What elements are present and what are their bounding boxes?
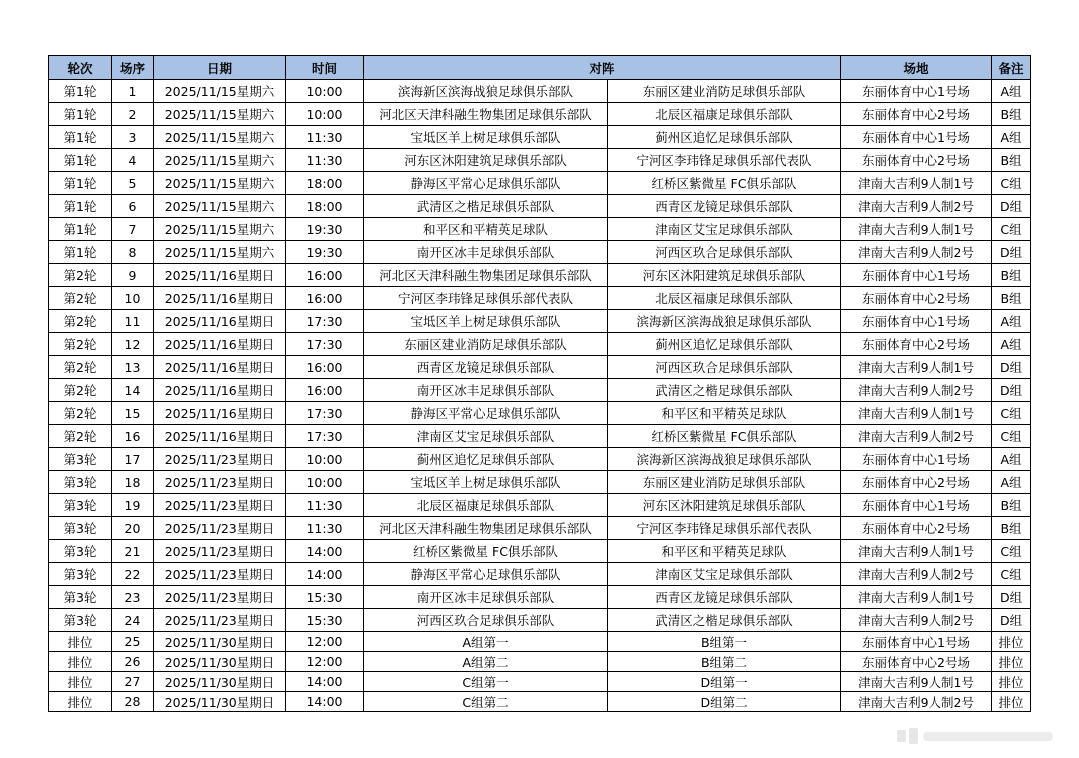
home-team-cell: 南开区冰丰足球俱乐部队 — [364, 586, 608, 609]
time-cell: 12:00 — [286, 652, 364, 672]
round-cell: 排位 — [49, 672, 112, 692]
date-cell: 2025/11/23星期日 — [154, 494, 286, 517]
venue-cell: 津南大吉利9人制2号 — [841, 609, 992, 632]
table-row — [49, 425, 1031, 448]
round-cell: 排位 — [49, 632, 112, 652]
home-team-cell: 河西区玖合足球俱乐部队 — [364, 609, 608, 632]
round-cell: 排位 — [49, 652, 112, 672]
date-cell: 2025/11/16星期日 — [154, 264, 286, 287]
time-cell: 11:30 — [286, 149, 364, 172]
note-cell: D组 — [992, 356, 1031, 379]
home-team-cell: 蓟州区追忆足球俱乐部队 — [364, 448, 608, 471]
table-row — [49, 264, 1031, 287]
home-team-cell: 津南区艾宝足球俱乐部队 — [364, 425, 608, 448]
header-round: 轮次 — [49, 56, 112, 80]
venue-cell: 东丽体育中心2号场 — [841, 652, 992, 672]
round-cell: 第3轮 — [49, 494, 112, 517]
venue-cell: 津南大吉利9人制1号 — [841, 672, 992, 692]
away-team-cell: 北辰区福康足球俱乐部队 — [608, 103, 841, 126]
venue-cell: 东丽体育中心2号场 — [841, 333, 992, 356]
round-cell: 第2轮 — [49, 356, 112, 379]
date-cell: 2025/11/16星期日 — [154, 310, 286, 333]
date-cell: 2025/11/16星期日 — [154, 402, 286, 425]
venue-cell: 津南大吉利9人制2号 — [841, 195, 992, 218]
away-team-cell: 东丽区建业消防足球俱乐部队 — [608, 80, 841, 103]
away-team-cell: 津南区艾宝足球俱乐部队 — [608, 218, 841, 241]
venue-cell: 东丽体育中心1号场 — [841, 494, 992, 517]
note-cell: B组 — [992, 103, 1031, 126]
table-row — [49, 126, 1031, 149]
seq-cell: 23 — [112, 586, 154, 609]
home-team-cell: 宝坻区羊上树足球俱乐部队 — [364, 471, 608, 494]
away-team-cell: 河东区沐阳建筑足球俱乐部队 — [608, 264, 841, 287]
date-cell: 2025/11/15星期六 — [154, 218, 286, 241]
date-cell: 2025/11/15星期六 — [154, 103, 286, 126]
seq-cell: 2 — [112, 103, 154, 126]
round-cell: 第1轮 — [49, 195, 112, 218]
table-row — [49, 287, 1031, 310]
time-cell: 17:30 — [286, 402, 364, 425]
note-cell: 排位 — [992, 652, 1031, 672]
away-team-cell: 西青区龙镜足球俱乐部队 — [608, 195, 841, 218]
away-team-cell: 和平区和平精英足球队 — [608, 540, 841, 563]
seq-cell: 8 — [112, 241, 154, 264]
header-date: 日期 — [154, 56, 286, 80]
table-row — [49, 195, 1031, 218]
away-team-cell: D组第二 — [608, 692, 841, 712]
date-cell: 2025/11/23星期日 — [154, 448, 286, 471]
time-cell: 18:00 — [286, 172, 364, 195]
home-team-cell: 东丽区建业消防足球俱乐部队 — [364, 333, 608, 356]
round-cell: 第2轮 — [49, 402, 112, 425]
venue-cell: 津南大吉利9人制2号 — [841, 379, 992, 402]
seq-cell: 1 — [112, 80, 154, 103]
round-cell: 第3轮 — [49, 517, 112, 540]
home-team-cell: C组第二 — [364, 692, 608, 712]
venue-cell: 津南大吉利9人制2号 — [841, 563, 992, 586]
seq-cell: 19 — [112, 494, 154, 517]
table-header — [49, 56, 1031, 80]
seq-cell: 24 — [112, 609, 154, 632]
date-cell: 2025/11/30星期日 — [154, 632, 286, 652]
round-cell: 第3轮 — [49, 586, 112, 609]
venue-cell: 津南大吉利9人制2号 — [841, 692, 992, 712]
seq-cell: 6 — [112, 195, 154, 218]
time-cell: 16:00 — [286, 287, 364, 310]
round-cell: 第2轮 — [49, 333, 112, 356]
date-cell: 2025/11/16星期日 — [154, 425, 286, 448]
note-cell: A组 — [992, 310, 1031, 333]
venue-cell: 东丽体育中心1号场 — [841, 448, 992, 471]
date-cell: 2025/11/23星期日 — [154, 471, 286, 494]
home-team-cell: 静海区平常心足球俱乐部队 — [364, 172, 608, 195]
away-team-cell: 滨海新区滨海战狼足球俱乐部队 — [608, 310, 841, 333]
table-row — [49, 402, 1031, 425]
date-cell: 2025/11/23星期日 — [154, 609, 286, 632]
round-cell: 第1轮 — [49, 149, 112, 172]
time-cell: 10:00 — [286, 471, 364, 494]
time-cell: 17:30 — [286, 333, 364, 356]
time-cell: 16:00 — [286, 264, 364, 287]
away-team-cell: 红桥区紫微星 FC俱乐部队 — [608, 172, 841, 195]
venue-cell: 东丽体育中心1号场 — [841, 632, 992, 652]
venue-cell: 东丽体育中心2号场 — [841, 517, 992, 540]
seq-cell: 21 — [112, 540, 154, 563]
date-cell: 2025/11/15星期六 — [154, 149, 286, 172]
seq-cell: 20 — [112, 517, 154, 540]
round-cell: 第1轮 — [49, 126, 112, 149]
header-note: 备注 — [992, 56, 1031, 80]
table-body — [49, 80, 1031, 712]
schedule-table — [48, 55, 1031, 712]
venue-cell: 东丽体育中心2号场 — [841, 149, 992, 172]
time-cell: 10:00 — [286, 80, 364, 103]
date-cell: 2025/11/15星期六 — [154, 195, 286, 218]
venue-cell: 津南大吉利9人制1号 — [841, 356, 992, 379]
table-row — [49, 494, 1031, 517]
date-cell: 2025/11/15星期六 — [154, 80, 286, 103]
away-team-cell: 河西区玖合足球俱乐部队 — [608, 356, 841, 379]
seq-cell: 14 — [112, 379, 154, 402]
venue-cell: 津南大吉利9人制1号 — [841, 402, 992, 425]
table-row — [49, 540, 1031, 563]
date-cell: 2025/11/23星期日 — [154, 586, 286, 609]
time-cell: 14:00 — [286, 563, 364, 586]
home-team-cell: A组第一 — [364, 632, 608, 652]
date-cell: 2025/11/16星期日 — [154, 333, 286, 356]
note-cell: A组 — [992, 80, 1031, 103]
time-cell: 17:30 — [286, 425, 364, 448]
table-row — [49, 149, 1031, 172]
round-cell: 第3轮 — [49, 471, 112, 494]
venue-cell: 津南大吉利9人制2号 — [841, 241, 992, 264]
home-team-cell: 南开区冰丰足球俱乐部队 — [364, 241, 608, 264]
note-cell: B组 — [992, 494, 1031, 517]
note-cell: C组 — [992, 218, 1031, 241]
note-cell: C组 — [992, 563, 1031, 586]
venue-cell: 东丽体育中心2号场 — [841, 471, 992, 494]
round-cell: 第2轮 — [49, 425, 112, 448]
note-cell: A组 — [992, 471, 1031, 494]
home-team-cell: 河东区沐阳建筑足球俱乐部队 — [364, 149, 608, 172]
venue-cell: 津南大吉利9人制1号 — [841, 172, 992, 195]
time-cell: 19:30 — [286, 218, 364, 241]
date-cell: 2025/11/15星期六 — [154, 172, 286, 195]
seq-cell: 13 — [112, 356, 154, 379]
away-team-cell: 宁河区李玮锋足球俱乐部代表队 — [608, 517, 841, 540]
table-row — [49, 356, 1031, 379]
time-cell: 12:00 — [286, 632, 364, 652]
table-row — [49, 692, 1031, 712]
away-team-cell: 蓟州区追忆足球俱乐部队 — [608, 126, 841, 149]
away-team-cell: 河西区玖合足球俱乐部队 — [608, 241, 841, 264]
time-cell: 15:30 — [286, 609, 364, 632]
date-cell: 2025/11/30星期日 — [154, 692, 286, 712]
date-cell: 2025/11/30星期日 — [154, 652, 286, 672]
venue-cell: 东丽体育中心1号场 — [841, 126, 992, 149]
time-cell: 11:30 — [286, 517, 364, 540]
note-cell: A组 — [992, 126, 1031, 149]
away-team-cell: 滨海新区滨海战狼足球俱乐部队 — [608, 448, 841, 471]
round-cell: 第3轮 — [49, 609, 112, 632]
venue-cell: 东丽体育中心1号场 — [841, 264, 992, 287]
seq-cell: 28 — [112, 692, 154, 712]
date-cell: 2025/11/16星期日 — [154, 356, 286, 379]
note-cell: D组 — [992, 379, 1031, 402]
header-match: 对阵 — [364, 56, 841, 80]
time-cell: 10:00 — [286, 448, 364, 471]
table-row — [49, 609, 1031, 632]
note-cell: B组 — [992, 149, 1031, 172]
date-cell: 2025/11/16星期日 — [154, 287, 286, 310]
time-cell: 10:00 — [286, 103, 364, 126]
home-team-cell: 河北区天津科融生物集团足球俱乐部队 — [364, 103, 608, 126]
header-venue: 场地 — [841, 56, 992, 80]
home-team-cell: 静海区平常心足球俱乐部队 — [364, 563, 608, 586]
home-team-cell: 红桥区紫微星 FC俱乐部队 — [364, 540, 608, 563]
venue-cell: 东丽体育中心1号场 — [841, 80, 992, 103]
away-team-cell: 东丽区建业消防足球俱乐部队 — [608, 471, 841, 494]
table-row — [49, 333, 1031, 356]
round-cell: 第1轮 — [49, 172, 112, 195]
home-team-cell: 宝坻区羊上树足球俱乐部队 — [364, 126, 608, 149]
note-cell: D组 — [992, 195, 1031, 218]
time-cell: 11:30 — [286, 126, 364, 149]
note-cell: C组 — [992, 402, 1031, 425]
away-team-cell: 宁河区李玮锋足球俱乐部代表队 — [608, 149, 841, 172]
home-team-cell: 和平区和平精英足球队 — [364, 218, 608, 241]
note-cell: D组 — [992, 586, 1031, 609]
round-cell: 第2轮 — [49, 310, 112, 333]
round-cell: 第3轮 — [49, 540, 112, 563]
table-row — [49, 632, 1031, 652]
away-team-cell: B组第一 — [608, 632, 841, 652]
note-cell: A组 — [992, 448, 1031, 471]
date-cell: 2025/11/15星期六 — [154, 126, 286, 149]
round-cell: 排位 — [49, 692, 112, 712]
away-team-cell: D组第一 — [608, 672, 841, 692]
table-row — [49, 80, 1031, 103]
time-cell: 14:00 — [286, 540, 364, 563]
date-cell: 2025/11/15星期六 — [154, 241, 286, 264]
time-cell: 15:30 — [286, 586, 364, 609]
home-team-cell: 武清区之楷足球俱乐部队 — [364, 195, 608, 218]
away-team-cell: 武清区之楷足球俱乐部队 — [608, 609, 841, 632]
time-cell: 14:00 — [286, 672, 364, 692]
note-cell: 排位 — [992, 632, 1031, 652]
date-cell: 2025/11/30星期日 — [154, 672, 286, 692]
venue-cell: 津南大吉利9人制1号 — [841, 218, 992, 241]
round-cell: 第2轮 — [49, 264, 112, 287]
away-team-cell: 西青区龙镜足球俱乐部队 — [608, 586, 841, 609]
home-team-cell: 北辰区福康足球俱乐部队 — [364, 494, 608, 517]
home-team-cell: 静海区平常心足球俱乐部队 — [364, 402, 608, 425]
round-cell: 第2轮 — [49, 287, 112, 310]
away-team-cell: 武清区之楷足球俱乐部队 — [608, 379, 841, 402]
seq-cell: 11 — [112, 310, 154, 333]
table-row — [49, 448, 1031, 471]
seq-cell: 16 — [112, 425, 154, 448]
seq-cell: 7 — [112, 218, 154, 241]
note-cell: 排位 — [992, 672, 1031, 692]
home-team-cell: 河北区天津科融生物集团足球俱乐部队 — [364, 264, 608, 287]
date-cell: 2025/11/23星期日 — [154, 563, 286, 586]
away-team-cell: 北辰区福康足球俱乐部队 — [608, 287, 841, 310]
home-team-cell: 宝坻区羊上树足球俱乐部队 — [364, 310, 608, 333]
time-cell: 19:30 — [286, 241, 364, 264]
seq-cell: 15 — [112, 402, 154, 425]
date-cell: 2025/11/16星期日 — [154, 379, 286, 402]
seq-cell: 5 — [112, 172, 154, 195]
note-cell: A组 — [992, 333, 1031, 356]
seq-cell: 17 — [112, 448, 154, 471]
seq-cell: 18 — [112, 471, 154, 494]
home-team-cell: C组第一 — [364, 672, 608, 692]
seq-cell: 12 — [112, 333, 154, 356]
seq-cell: 26 — [112, 652, 154, 672]
home-team-cell: 滨海新区滨海战狼足球俱乐部队 — [364, 80, 608, 103]
home-team-cell: A组第二 — [364, 652, 608, 672]
note-cell: B组 — [992, 287, 1031, 310]
table-row — [49, 241, 1031, 264]
seq-cell: 22 — [112, 563, 154, 586]
note-cell: B组 — [992, 264, 1031, 287]
seq-cell: 10 — [112, 287, 154, 310]
seq-cell: 3 — [112, 126, 154, 149]
date-cell: 2025/11/23星期日 — [154, 517, 286, 540]
away-team-cell: 和平区和平精英足球队 — [608, 402, 841, 425]
venue-cell: 东丽体育中心1号场 — [841, 310, 992, 333]
home-team-cell: 宁河区李玮锋足球俱乐部代表队 — [364, 287, 608, 310]
away-team-cell: 河东区沐阳建筑足球俱乐部队 — [608, 494, 841, 517]
table-row — [49, 103, 1031, 126]
table-row — [49, 672, 1031, 692]
seq-cell: 25 — [112, 632, 154, 652]
venue-cell: 津南大吉利9人制2号 — [841, 425, 992, 448]
round-cell: 第1轮 — [49, 218, 112, 241]
round-cell: 第3轮 — [49, 448, 112, 471]
table-row — [49, 218, 1031, 241]
note-cell: B组 — [992, 517, 1031, 540]
header-row — [49, 56, 1031, 80]
away-team-cell: B组第二 — [608, 652, 841, 672]
header-time: 时间 — [286, 56, 364, 80]
note-cell: 排位 — [992, 692, 1031, 712]
time-cell: 17:30 — [286, 310, 364, 333]
round-cell: 第3轮 — [49, 563, 112, 586]
home-team-cell: 西青区龙镜足球俱乐部队 — [364, 356, 608, 379]
venue-cell: 东丽体育中心2号场 — [841, 287, 992, 310]
table-row — [49, 310, 1031, 333]
note-cell: C组 — [992, 172, 1031, 195]
table-row — [49, 379, 1031, 402]
seq-cell: 4 — [112, 149, 154, 172]
venue-cell: 津南大吉利9人制1号 — [841, 540, 992, 563]
table-row — [49, 563, 1031, 586]
away-team-cell: 红桥区紫微星 FC俱乐部队 — [608, 425, 841, 448]
round-cell: 第2轮 — [49, 379, 112, 402]
date-cell: 2025/11/23星期日 — [154, 540, 286, 563]
table-row — [49, 172, 1031, 195]
seq-cell: 27 — [112, 672, 154, 692]
away-team-cell: 津南区艾宝足球俱乐部队 — [608, 563, 841, 586]
header-seq: 场序 — [112, 56, 154, 80]
round-cell: 第1轮 — [49, 241, 112, 264]
note-cell: D组 — [992, 241, 1031, 264]
away-team-cell: 蓟州区追忆足球俱乐部队 — [608, 333, 841, 356]
watermark-logo — [895, 725, 1060, 747]
home-team-cell: 南开区冰丰足球俱乐部队 — [364, 379, 608, 402]
table-row — [49, 586, 1031, 609]
note-cell: D组 — [992, 609, 1031, 632]
note-cell: C组 — [992, 425, 1031, 448]
venue-cell: 东丽体育中心2号场 — [841, 103, 992, 126]
seq-cell: 9 — [112, 264, 154, 287]
time-cell: 16:00 — [286, 356, 364, 379]
note-cell: C组 — [992, 540, 1031, 563]
round-cell: 第1轮 — [49, 103, 112, 126]
time-cell: 11:30 — [286, 494, 364, 517]
time-cell: 16:00 — [286, 379, 364, 402]
table-row — [49, 517, 1031, 540]
table-row — [49, 652, 1031, 672]
table-row — [49, 471, 1031, 494]
round-cell: 第1轮 — [49, 80, 112, 103]
venue-cell: 津南大吉利9人制1号 — [841, 586, 992, 609]
time-cell: 18:00 — [286, 195, 364, 218]
home-team-cell: 河北区天津科融生物集团足球俱乐部队 — [364, 517, 608, 540]
time-cell: 14:00 — [286, 692, 364, 712]
